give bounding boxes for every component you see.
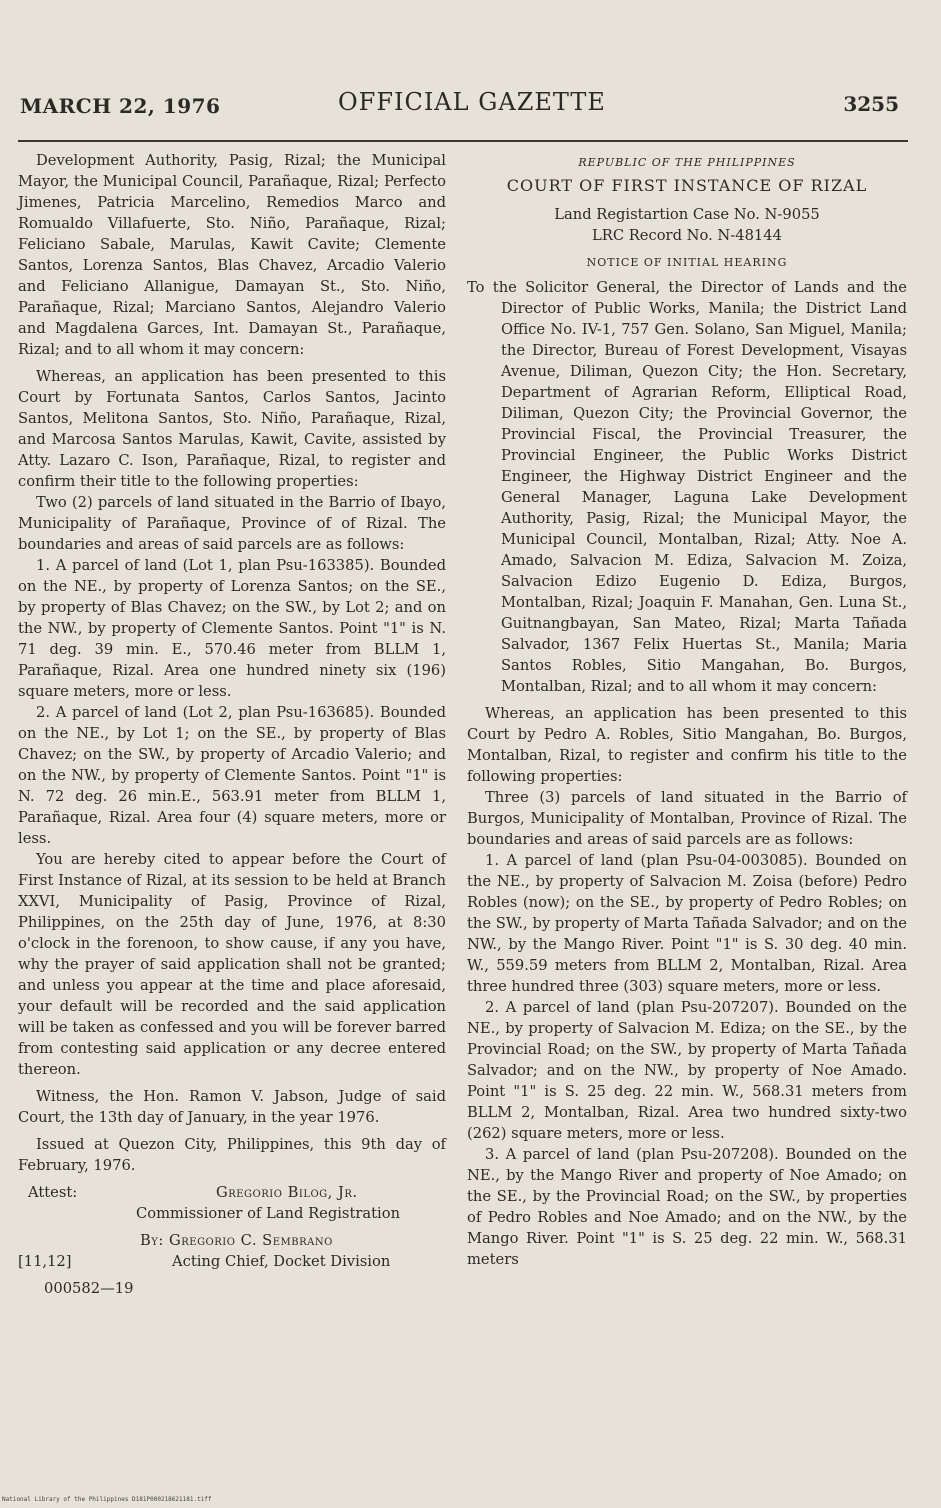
- whereas-paragraph: Whereas, an application has been presented to this Court by Fortunata Santos, Carlos Santos, Jacinto Santos, Melitona Santos, Sto. Niño, Parañaque, Rizal, and Marcosa Santos Marulas, Kawit, Cavite, assisted by Atty. Lazaro C. Ison, Parañaque, Rizal, to register and confirm their title to the following properties:: [18, 368, 446, 490]
- signatory-title: Commissioner of Land Registration: [136, 1205, 401, 1222]
- addressees: To the Solicitor General, the Director of Lands and the Director of Public Works, Manila; the District Land Office No. IV-1, 757 Gen. Solano, San Miguel, Manila; the Director, Bureau of Forest Development, Visayas Avenue, Diliman, Quezon City; the Hon. Secretary, Department of Agrarian Reform, Elliptical Road, Diliman, Quezon City; the Provincial Governor, the Provincial Fiscal, the Provincial Treasurer, the Provincial Engineer, the Public Works District Engineer, the Highway District Engineer and the General Manager, Laguna Lake Development Authority, Pasig, Rizal; the Municipal Mayor, the Municipal Council, Montalban, Rizal; Atty. Noe A. Amado, Salvacion M. Ediza, Salvacion M. Zoiza, Salvacion Edizo Eugenio D. Ediza, Burgos, Montalban, Rizal; Joaquin F. Manahan, Gen. Luna St., Guitnangbayan, San Mateo, Rizal; Marta Tañada Salvador, 1367 Felix Huertas St., Manila; Maria Santos Robles, Sitio Mangahan, Bo. Burgos, Montalban, Rizal; and to all whom it may concern:: [467, 279, 907, 695]
- parcels-intro: Three (3) parcels of land situated in the Barrio of Burgos, Municipality of Montalban, Province of Rizal. The boundaries and areas of said parcels are as follows:: [467, 789, 907, 848]
- page-number: 3255: [843, 92, 899, 116]
- by-row: [18, 1230, 446, 1251]
- cited-paragraph: You are hereby cited to appear before the Court of First Instance of Rizal, at its session to be held at Branch XXVI, Municipality of Pasig, Province of Rizal, Philippines, on the 25th day of June, 1976, at 8:30 o'clock in the forenoon, to show cause, if any you have, why the prayer of said application shall not be granted; and unless you appear at the time and place aforesaid, your default will be recorded and the said application will be taken as confessed and you will be forever barred from contesting said application or any decree entered thereon.: [18, 851, 446, 1078]
- lrc-record: LRC Record No. N-48144: [592, 227, 782, 244]
- page-header: [0, 84, 941, 128]
- case-number: Land Registartion Case No. N-9055: [554, 206, 820, 223]
- issue-reference: [11,12]: [18, 1253, 72, 1270]
- parcel-2: 2. A parcel of land (Lot 2, plan Psu-163685). Bounded on the NE., by Lot 1; on the SE., by property of Blas Chavez; on the SW., by property of Arcadio Valerio; and on the NW., by property of Clemente Santos. Point "1" is N. 72 deg. 26 min.E., 563.91 meter from BLLM 1, Parañaque, Rizal. Area four (4) square meters, more or less.: [18, 704, 446, 847]
- publication-title: OFFICIAL GAZETTE: [338, 88, 606, 116]
- addressees-continued: Development Authority, Pasig, Rizal; the Municipal Mayor, the Municipal Council, Parañaque, Rizal; Perfecto Jimenes, Patricia Marcelino, Remedios Marco and Romualdo Villafuerte, Sto. Niño, Parañaque, Rizal; Feliciano Sabale, Marulas, Kawit Cavite; Clemente Santos, Lorenza Santos, Blas Chavez, Arcadio Valerio and Feliciano Allanigue, Damayan St., Sto. Niño, Parañaque, Rizal; Marciano Santos, Alejandro Valerio and Magdalena Garces, Int. Damayan St., Parañaque, Rizal; and to all whom it may concern:: [18, 152, 446, 358]
- parcels-intro: Two (2) parcels of land situated in the Barrio of Ibayo, Municipality of Parañaque, Province of of Rizal. The boundaries and areas of said parcels are as follows:: [18, 494, 446, 553]
- publication-code: 000582—19: [44, 1280, 134, 1297]
- court-heading: COURT OF FIRST INSTANCE OF RIZAL: [506, 176, 868, 195]
- signatory-name: Gregorio Bilog, Jr.: [216, 1184, 358, 1201]
- header-rule: [18, 140, 908, 142]
- issue-date: MARCH 22, 1976: [20, 94, 221, 118]
- scan-footer: National Library of the Philippines D181P000218621181.tiff: [2, 1496, 212, 1503]
- parcel-1: 1. A parcel of land (Lot 1, plan Psu-163385). Bounded on the NE., by property of Lorenza Santos; on the SE., by property of Blas Chavez; on the SW., by Lot 2; and on the NW., by property of Clemente Santos. Point "1" is N. 71 deg. 39 min. E., 570.46 meter from BLLM 1, Parañaque, Rizal. Area one hundred ninety six (196) square meters, more or less.: [18, 557, 446, 700]
- left-column: [18, 150, 446, 1299]
- attest-label: Attest:: [28, 1184, 78, 1201]
- issued-paragraph: Issued at Quezon City, Philippines, this 9th day of February, 1976.: [18, 1136, 446, 1174]
- parcel-3: 3. A parcel of land (plan Psu-207208). Bounded on the NE., by the Mango River and property of Noe Amado; on the SE., by the Provincial Road; on the SW., by properties of Pedro Robles and Noe Amado; and on the NW., by the Mango River. Point "1" is S. 25 deg. 22 min. W., 568.31 meters: [467, 1146, 907, 1268]
- right-column: [467, 150, 907, 1270]
- attest-row: [18, 1182, 446, 1203]
- acting-title: Acting Chief, Docket Division: [172, 1253, 391, 1270]
- witness-paragraph: Witness, the Hon. Ramon V. Jabson, Judge of said Court, the 13th day of January, in the year 1976.: [18, 1088, 446, 1126]
- code-row: [18, 1278, 446, 1299]
- notice-title: NOTICE OF INITIAL HEARING: [586, 256, 788, 269]
- acting-row: [18, 1251, 446, 1272]
- by-line: By: Gregorio C. Sembrano: [140, 1232, 333, 1249]
- republic-heading: REPUBLIC OF THE PHILIPPINES: [578, 156, 796, 169]
- whereas-paragraph: Whereas, an application has been presented to this Court by Pedro A. Robles, Sitio Mangahan, Bo. Burgos, Montalban, Rizal, to register and confirm his title to the following properties:: [467, 705, 907, 785]
- parcel-1: 1. A parcel of land (plan Psu-04-003085). Bounded on the NE., by property of Salvacion M. Zoisa (before) Pedro Robles (now); on the SE., by property of Pedro Robles; on the SW., by property of Marta Tañada Salvador; and on the NW., by the Mango River. Point "1" is S. 30 deg. 40 min. W., 559.59 meters from BLLM 2, Montalban, Rizal. Area three hundred three (303) square meters, more or less.: [467, 852, 907, 995]
- signatory-title-row: [18, 1203, 446, 1224]
- parcel-2: 2. A parcel of land (plan Psu-207207). Bounded on the NE., by property of Salvacion M. Ediza; on the SE., by the Provincial Road; on the SW., by property of Marta Tañada Salvador; and on the NW., by property of Noe Amado. Point "1" is S. 25 deg. 22 min. W., 568.31 meters from BLLM 2, Montalban, Rizal. Area two hundred sixty-two (262) square meters, more or less.: [467, 999, 907, 1142]
